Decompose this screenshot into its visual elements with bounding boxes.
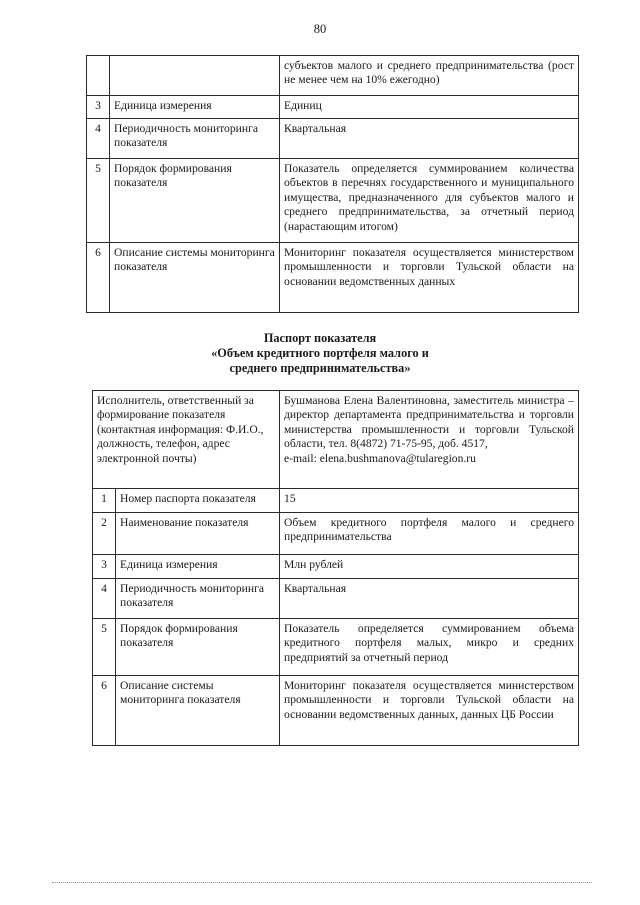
passport-title-line: «Объем кредитного портфеля малого и [211, 346, 429, 360]
row-number: 1 [93, 489, 116, 513]
row-value: Млн рублей [280, 555, 579, 579]
row-label: Номер паспорта показателя [116, 489, 280, 513]
row-number: 5 [87, 159, 110, 243]
row-value: субъектов малого и среднего предпринимательства (рост не менее чем на 10% ежегодно) [280, 56, 579, 96]
passport-title-line: среднего предпринимательства» [229, 361, 411, 375]
row-label [110, 56, 280, 96]
table-row [93, 676, 579, 746]
row-label: Единица измерения [110, 96, 280, 119]
table-row [93, 579, 579, 619]
row-label: Описание системы мониторинга показателя [116, 676, 280, 746]
scan-artifact-divider [52, 882, 592, 883]
row-number: 5 [93, 619, 116, 676]
table-row [93, 619, 579, 676]
table-row [87, 243, 579, 313]
row-number: 3 [87, 96, 110, 119]
table-row [93, 555, 579, 579]
table-row [93, 489, 579, 513]
row-number: 6 [93, 676, 116, 746]
row-number: 4 [87, 119, 110, 159]
table-row [93, 513, 579, 555]
executor-row [93, 391, 579, 489]
row-value: Показатель определяется суммированием количества объектов в перечнях государственного и муниципального имущества, предназначенного для субъектов малого и среднего предпринимательства, за отчетный период (нарастающим итогом) [280, 159, 579, 243]
row-value: Квартальная [280, 119, 579, 159]
row-value: Показатель определяется суммированием объема кредитного портфеля малых, микро и средних предприятий за отчетный период [280, 619, 579, 676]
row-label: Периодичность мониторинга показателя [110, 119, 280, 159]
row-number [87, 56, 110, 96]
executor-details: Бушманова Елена Валентиновна, заместитель министра – директор департамента предпринимательства и торговли министерства промышленности и торговли Тульской области, тел. 8(4872) 71-75-95, доб. 4517, [284, 394, 575, 451]
table-row [87, 119, 579, 159]
row-label: Периодичность мониторинга показателя [116, 579, 280, 619]
passport-title-line: Паспорт показателя [263, 331, 377, 345]
row-number: 4 [93, 579, 116, 619]
row-label: Описание системы мониторинга показателя [110, 243, 280, 313]
executor-value [280, 391, 579, 489]
passport-table [92, 390, 579, 746]
passport-title [0, 331, 640, 376]
table-row [87, 56, 579, 96]
row-value: Единиц [280, 96, 579, 119]
row-value: Мониторинг показателя осуществляется министерством промышленности и торговли Тульской области на основании ведомственных данных, данных ЦБ России [280, 676, 579, 746]
row-number: 3 [93, 555, 116, 579]
row-number: 2 [93, 513, 116, 555]
row-label: Порядок формирования показателя [110, 159, 280, 243]
row-value: 15 [280, 489, 579, 513]
row-value: Объем кредитного портфеля малого и среднего предпринимательства [280, 513, 579, 555]
row-number: 6 [87, 243, 110, 313]
row-label: Наименование показателя [116, 513, 280, 555]
row-label: Единица измерения [116, 555, 280, 579]
executor-email: e-mail: elena.bushmanova@tularegion.ru [284, 451, 476, 465]
table-row [87, 159, 579, 243]
row-value: Квартальная [280, 579, 579, 619]
row-label: Порядок формирования показателя [116, 619, 280, 676]
table-row [87, 96, 579, 119]
executor-label: Исполнитель, ответственный за формирование показателя (контактная информация: Ф.И.О., должность, телефон, адрес электронной почты) [93, 391, 280, 489]
page-number: 80 [313, 22, 327, 36]
row-value: Мониторинг показателя осуществляется министерством промышленности и торговли Тульской области на основании ведомственных данных [280, 243, 579, 313]
indicator-table-continued [86, 55, 579, 313]
